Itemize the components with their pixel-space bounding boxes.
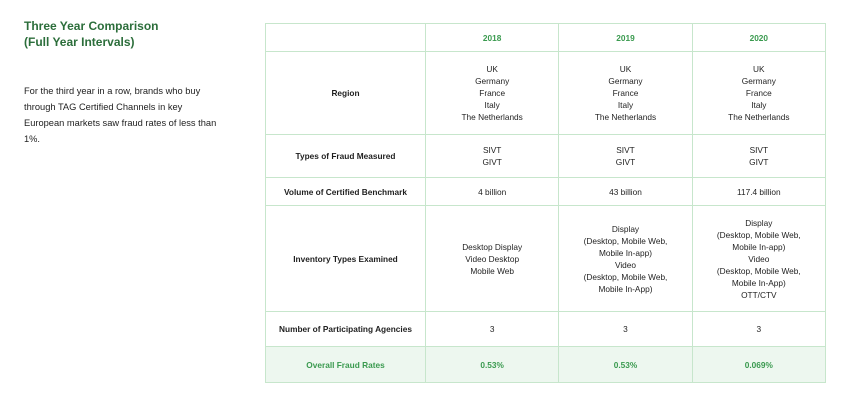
- cell-line: Mobile In-app): [732, 241, 786, 252]
- region-cell: [692, 52, 825, 135]
- header-year-2019: 2019: [559, 24, 692, 52]
- row-label-volume: Volume of Certified Benchmark: [266, 178, 426, 206]
- cell-line: Mobile Web: [470, 265, 514, 276]
- cell-line: Mobile In-app): [598, 247, 653, 258]
- inventory-cell: [559, 206, 692, 312]
- row-label-fraud-rates: Overall Fraud Rates: [266, 347, 426, 383]
- fraud-types-cell: [426, 135, 559, 178]
- table-row-region: [266, 52, 826, 135]
- cell-line: Germany: [608, 76, 643, 86]
- fraud-rate-cell: 0.069%: [692, 347, 825, 383]
- row-label-agencies: Number of Participating Agencies: [266, 312, 426, 347]
- table-row-agencies: [266, 312, 826, 347]
- table-row-fraud-types: [266, 135, 826, 178]
- header-year-2020: 2020: [692, 24, 825, 52]
- row-label-fraud-types: Types of Fraud Measured: [266, 135, 426, 178]
- cell-line: GIVT: [749, 157, 769, 167]
- cell-line: UK: [619, 64, 632, 74]
- section-description: For the third year in a row, brands who buy through TAG Certified Channels in key European markets saw fraud rates of less than 1%.: [24, 86, 217, 144]
- cell-line: Italy: [484, 100, 500, 110]
- region-cell: [559, 52, 692, 135]
- cell-line: Mobile In-App): [598, 283, 653, 294]
- cell-line: (Desktop, Mobile Web,: [583, 271, 668, 282]
- section-title: [24, 18, 224, 50]
- fraud-rate-cell: 0.53%: [559, 347, 692, 383]
- row-label-inventory: Inventory Types Examined: [266, 206, 426, 312]
- fraud-rate-cell: 0.53%: [426, 347, 559, 383]
- cell-line: Video: [748, 253, 770, 264]
- agencies-cell: 3: [559, 312, 692, 347]
- cell-line: SIVT: [482, 145, 502, 155]
- cell-line: UK: [486, 64, 498, 74]
- cell-line: France: [479, 88, 506, 98]
- cell-line: Mobile In-App): [731, 277, 786, 288]
- header-empty-cell: [266, 24, 426, 52]
- cell-line: The Netherlands: [728, 112, 790, 122]
- cell-line: France: [745, 88, 772, 98]
- cell-line: Germany: [475, 76, 510, 86]
- header-year-2018: 2018: [426, 24, 559, 52]
- cell-line: Display: [745, 217, 773, 228]
- cell-line: France: [612, 88, 639, 98]
- cell-line: (Desktop, Mobile Web,: [583, 235, 668, 246]
- cell-line: SIVT: [616, 145, 635, 155]
- volume-cell: 117.4 billion: [692, 178, 825, 206]
- table-row-inventory: [266, 206, 826, 312]
- header-row: [266, 24, 826, 52]
- agencies-cell: 3: [692, 312, 825, 347]
- cell-line: The Netherlands: [594, 112, 657, 122]
- comparison-table: [265, 23, 826, 383]
- cell-line: (Desktop, Mobile Web,: [716, 265, 801, 276]
- intro-panel: [24, 18, 224, 147]
- fraud-types-cell: [692, 135, 825, 178]
- section-title-line-2: (Full Year Intervals): [24, 35, 135, 49]
- cell-line: OTT/CTV: [741, 289, 777, 300]
- fraud-types-cell: [559, 135, 692, 178]
- cell-line: Italy: [751, 100, 767, 110]
- cell-line: Video Desktop: [465, 253, 520, 264]
- cell-line: The Netherlands: [461, 112, 523, 122]
- cell-line: GIVT: [615, 157, 636, 167]
- table-row-fraud-rates: [266, 347, 826, 383]
- agencies-cell: 3: [426, 312, 559, 347]
- inventory-cell: [426, 206, 559, 312]
- cell-line: Germany: [741, 76, 776, 86]
- cell-line: GIVT: [482, 157, 502, 167]
- cell-line: Italy: [617, 100, 634, 110]
- cell-line: (Desktop, Mobile Web,: [716, 229, 801, 240]
- cell-line: Display: [611, 223, 640, 234]
- inventory-cell: [692, 206, 825, 312]
- cell-line: SIVT: [749, 145, 769, 155]
- section-title-line-1: Three Year Comparison: [24, 19, 159, 33]
- row-label-region: Region: [266, 52, 426, 135]
- region-cell: [426, 52, 559, 135]
- volume-cell: 43 billion: [559, 178, 692, 206]
- cell-line: Desktop Display: [462, 241, 523, 252]
- cell-line: Video: [614, 259, 637, 270]
- volume-cell: 4 billion: [426, 178, 559, 206]
- table-row-volume: [266, 178, 826, 206]
- cell-line: UK: [753, 64, 765, 74]
